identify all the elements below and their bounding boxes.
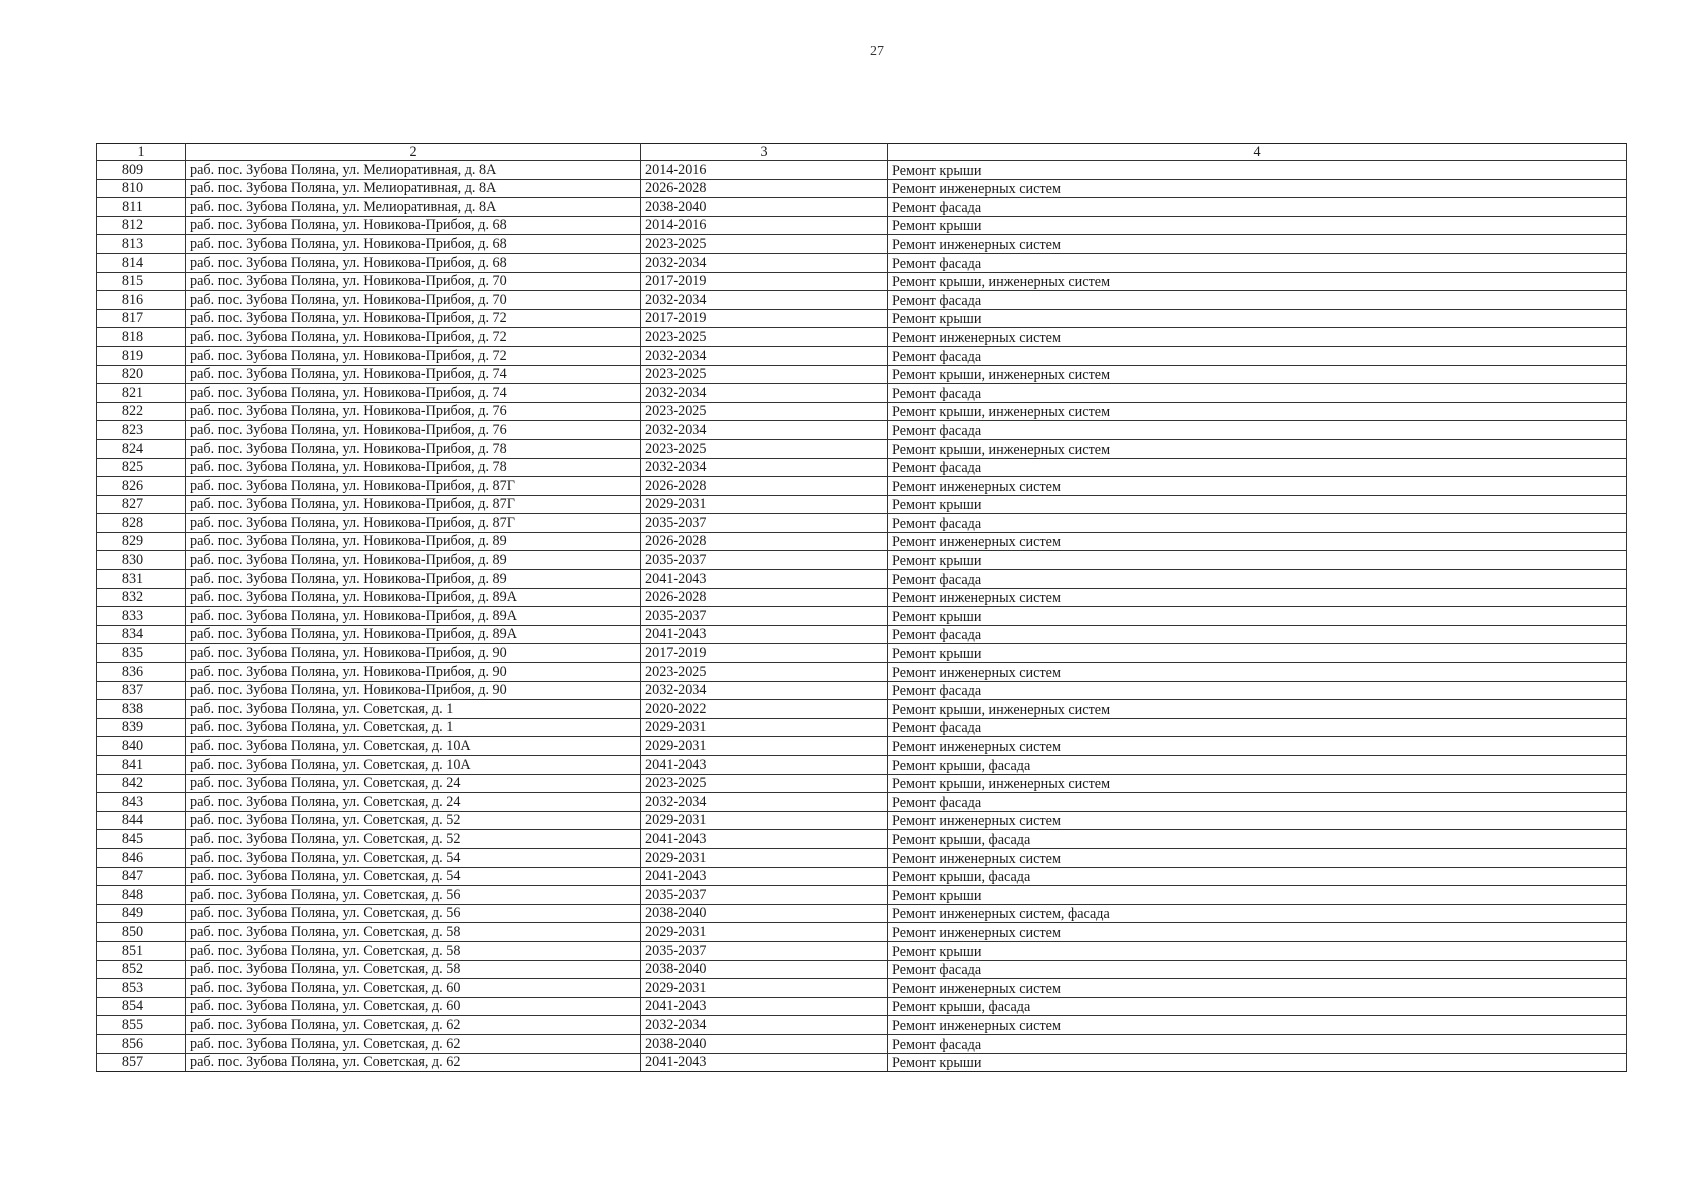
period-cell: 2032-2034: [641, 421, 888, 440]
row-number: 845: [97, 830, 186, 849]
table-row: [97, 793, 1627, 812]
row-number: 847: [97, 867, 186, 886]
period-cell: 2032-2034: [641, 1016, 888, 1035]
address-cell: раб. пос. Зубова Поляна, ул. Советская, д. 1: [186, 718, 641, 737]
period-cell: 2017-2019: [641, 644, 888, 663]
row-number: 835: [97, 644, 186, 663]
row-number: 820: [97, 365, 186, 384]
table-row: [97, 161, 1627, 180]
period-cell: 2041-2043: [641, 997, 888, 1016]
table-row: [97, 830, 1627, 849]
table-row: [97, 718, 1627, 737]
work-type-cell: Ремонт инженерных систем: [888, 1016, 1627, 1035]
period-cell: 2029-2031: [641, 848, 888, 867]
work-type-cell: Ремонт фасада: [888, 198, 1627, 217]
table-row: [97, 979, 1627, 998]
address-cell: раб. пос. Зубова Поляна, ул. Советская, д. 24: [186, 774, 641, 793]
table-row: [97, 216, 1627, 235]
header-row: [97, 144, 1627, 161]
work-type-cell: Ремонт фасада: [888, 718, 1627, 737]
table-row: [97, 774, 1627, 793]
work-type-cell: Ремонт фасада: [888, 570, 1627, 589]
period-cell: 2017-2019: [641, 272, 888, 291]
table-row: [97, 309, 1627, 328]
address-cell: раб. пос. Зубова Поляна, ул. Новикова-Прибоя, д. 89А: [186, 625, 641, 644]
repair-schedule-table: [96, 143, 1627, 1072]
header-col-4: 4: [888, 144, 1627, 161]
address-cell: раб. пос. Зубова Поляна, ул. Советская, д. 60: [186, 997, 641, 1016]
address-cell: раб. пос. Зубова Поляна, ул. Советская, д. 10А: [186, 756, 641, 775]
table-row: [97, 1016, 1627, 1035]
table-row: [97, 532, 1627, 551]
row-number: 829: [97, 532, 186, 551]
table-row: [97, 365, 1627, 384]
work-type-cell: Ремонт фасада: [888, 681, 1627, 700]
row-number: 824: [97, 439, 186, 458]
header-col-3: 3: [641, 144, 888, 161]
address-cell: раб. пос. Зубова Поляна, ул. Новикова-Прибоя, д. 90: [186, 681, 641, 700]
address-cell: раб. пос. Зубова Поляна, ул. Новикова-Прибоя, д. 70: [186, 291, 641, 310]
work-type-cell: Ремонт крыши: [888, 216, 1627, 235]
row-number: 822: [97, 402, 186, 421]
address-cell: раб. пос. Зубова Поляна, ул. Советская, д. 1: [186, 700, 641, 719]
table-row: [97, 179, 1627, 198]
period-cell: 2026-2028: [641, 477, 888, 496]
period-cell: 2032-2034: [641, 346, 888, 365]
table-row: [97, 700, 1627, 719]
period-cell: 2032-2034: [641, 681, 888, 700]
table-row: [97, 439, 1627, 458]
address-cell: раб. пос. Зубова Поляна, ул. Новикова-Прибоя, д. 78: [186, 439, 641, 458]
table-row: [97, 328, 1627, 347]
address-cell: раб. пос. Зубова Поляна, ул. Новикова-Прибоя, д. 89: [186, 570, 641, 589]
row-number: 854: [97, 997, 186, 1016]
address-cell: раб. пос. Зубова Поляна, ул. Новикова-Прибоя, д. 76: [186, 421, 641, 440]
table-row: [97, 867, 1627, 886]
work-type-cell: Ремонт крыши, фасада: [888, 756, 1627, 775]
period-cell: 2023-2025: [641, 439, 888, 458]
work-type-cell: Ремонт крыши: [888, 1053, 1627, 1072]
period-cell: 2041-2043: [641, 756, 888, 775]
period-cell: 2038-2040: [641, 960, 888, 979]
address-cell: раб. пос. Зубова Поляна, ул. Новикова-Прибоя, д. 89: [186, 532, 641, 551]
period-cell: 2014-2016: [641, 216, 888, 235]
address-cell: раб. пос. Зубова Поляна, ул. Советская, д. 62: [186, 1016, 641, 1035]
period-cell: 2029-2031: [641, 811, 888, 830]
period-cell: 2029-2031: [641, 737, 888, 756]
work-type-cell: Ремонт крыши: [888, 941, 1627, 960]
address-cell: раб. пос. Зубова Поляна, ул. Новикова-Прибоя, д. 89: [186, 551, 641, 570]
table-row: [97, 291, 1627, 310]
period-cell: 2035-2037: [641, 551, 888, 570]
address-cell: раб. пос. Зубова Поляна, ул. Новикова-Прибоя, д. 70: [186, 272, 641, 291]
address-cell: раб. пос. Зубова Поляна, ул. Советская, д. 52: [186, 830, 641, 849]
row-number: 814: [97, 253, 186, 272]
address-cell: раб. пос. Зубова Поляна, ул. Советская, д. 56: [186, 886, 641, 905]
address-cell: раб. пос. Зубова Поляна, ул. Новикова-Прибоя, д. 90: [186, 644, 641, 663]
work-type-cell: Ремонт фасада: [888, 793, 1627, 812]
row-number: 816: [97, 291, 186, 310]
address-cell: раб. пос. Зубова Поляна, ул. Советская, д. 24: [186, 793, 641, 812]
address-cell: раб. пос. Зубова Поляна, ул. Советская, д. 54: [186, 848, 641, 867]
work-type-cell: Ремонт крыши, инженерных систем: [888, 700, 1627, 719]
work-type-cell: Ремонт инженерных систем: [888, 588, 1627, 607]
row-number: 857: [97, 1053, 186, 1072]
row-number: 834: [97, 625, 186, 644]
table-row: [97, 514, 1627, 533]
table-row: [97, 941, 1627, 960]
row-number: 830: [97, 551, 186, 570]
row-number: 825: [97, 458, 186, 477]
table-row: [97, 570, 1627, 589]
period-cell: 2014-2016: [641, 161, 888, 180]
period-cell: 2035-2037: [641, 607, 888, 626]
work-type-cell: Ремонт инженерных систем: [888, 737, 1627, 756]
address-cell: раб. пос. Зубова Поляна, ул. Новикова-Прибоя, д. 72: [186, 346, 641, 365]
period-cell: 2038-2040: [641, 1034, 888, 1053]
row-number: 832: [97, 588, 186, 607]
work-type-cell: Ремонт фасада: [888, 384, 1627, 403]
table-row: [97, 737, 1627, 756]
period-cell: 2029-2031: [641, 495, 888, 514]
table-row: [97, 681, 1627, 700]
row-number: 826: [97, 477, 186, 496]
period-cell: 2023-2025: [641, 663, 888, 682]
table-row: [97, 253, 1627, 272]
period-cell: 2023-2025: [641, 328, 888, 347]
work-type-cell: Ремонт крыши, инженерных систем: [888, 365, 1627, 384]
address-cell: раб. пос. Зубова Поляна, ул. Советская, д. 58: [186, 941, 641, 960]
work-type-cell: Ремонт фасада: [888, 960, 1627, 979]
row-number: 856: [97, 1034, 186, 1053]
work-type-cell: Ремонт инженерных систем: [888, 663, 1627, 682]
period-cell: 2023-2025: [641, 402, 888, 421]
address-cell: раб. пос. Зубова Поляна, ул. Советская, д. 52: [186, 811, 641, 830]
work-type-cell: Ремонт крыши: [888, 886, 1627, 905]
period-cell: 2026-2028: [641, 532, 888, 551]
period-cell: 2023-2025: [641, 774, 888, 793]
work-type-cell: Ремонт инженерных систем: [888, 328, 1627, 347]
address-cell: раб. пос. Зубова Поляна, ул. Новикова-Прибоя, д. 87Г: [186, 477, 641, 496]
work-type-cell: Ремонт инженерных систем: [888, 179, 1627, 198]
repair-schedule-table-container: [96, 143, 1626, 1072]
address-cell: раб. пос. Зубова Поляна, ул. Советская, д. 56: [186, 904, 641, 923]
table-row: [97, 235, 1627, 254]
period-cell: 2035-2037: [641, 941, 888, 960]
work-type-cell: Ремонт фасада: [888, 291, 1627, 310]
header-col-1: 1: [97, 144, 186, 161]
period-cell: 2041-2043: [641, 570, 888, 589]
address-cell: раб. пос. Зубова Поляна, ул. Новикова-Прибоя, д. 68: [186, 216, 641, 235]
work-type-cell: Ремонт инженерных систем: [888, 848, 1627, 867]
work-type-cell: Ремонт инженерных систем: [888, 979, 1627, 998]
work-type-cell: Ремонт крыши: [888, 495, 1627, 514]
row-number: 833: [97, 607, 186, 626]
period-cell: 2038-2040: [641, 904, 888, 923]
period-cell: 2020-2022: [641, 700, 888, 719]
work-type-cell: Ремонт фасада: [888, 625, 1627, 644]
address-cell: раб. пос. Зубова Поляна, ул. Новикова-Прибоя, д. 68: [186, 235, 641, 254]
table-row: [97, 421, 1627, 440]
table-row: [97, 848, 1627, 867]
row-number: 850: [97, 923, 186, 942]
work-type-cell: Ремонт фасада: [888, 421, 1627, 440]
work-type-cell: Ремонт фасада: [888, 1034, 1627, 1053]
row-number: 838: [97, 700, 186, 719]
period-cell: 2038-2040: [641, 198, 888, 217]
period-cell: 2029-2031: [641, 718, 888, 737]
period-cell: 2023-2025: [641, 235, 888, 254]
work-type-cell: Ремонт инженерных систем, фасада: [888, 904, 1627, 923]
period-cell: 2026-2028: [641, 179, 888, 198]
work-type-cell: Ремонт крыши, инженерных систем: [888, 402, 1627, 421]
period-cell: 2026-2028: [641, 588, 888, 607]
period-cell: 2041-2043: [641, 1053, 888, 1072]
address-cell: раб. пос. Зубова Поляна, ул. Новикова-Прибоя, д. 74: [186, 365, 641, 384]
address-cell: раб. пос. Зубова Поляна, ул. Новикова-Прибоя, д. 74: [186, 384, 641, 403]
table-row: [97, 1034, 1627, 1053]
row-number: 839: [97, 718, 186, 737]
period-cell: 2041-2043: [641, 625, 888, 644]
work-type-cell: Ремонт крыши, инженерных систем: [888, 439, 1627, 458]
work-type-cell: Ремонт крыши: [888, 309, 1627, 328]
row-number: 831: [97, 570, 186, 589]
row-number: 821: [97, 384, 186, 403]
work-type-cell: Ремонт крыши: [888, 607, 1627, 626]
table-row: [97, 458, 1627, 477]
work-type-cell: Ремонт крыши: [888, 551, 1627, 570]
period-cell: 2029-2031: [641, 923, 888, 942]
row-number: 836: [97, 663, 186, 682]
row-number: 815: [97, 272, 186, 291]
work-type-cell: Ремонт инженерных систем: [888, 477, 1627, 496]
row-number: 844: [97, 811, 186, 830]
address-cell: раб. пос. Зубова Поляна, ул. Новикова-Прибоя, д. 90: [186, 663, 641, 682]
table-row: [97, 663, 1627, 682]
row-number: 812: [97, 216, 186, 235]
work-type-cell: Ремонт фасада: [888, 514, 1627, 533]
address-cell: раб. пос. Зубова Поляна, ул. Новикова-Прибоя, д. 72: [186, 328, 641, 347]
address-cell: раб. пос. Зубова Поляна, ул. Советская, д. 58: [186, 923, 641, 942]
table-row: [97, 198, 1627, 217]
table-row: [97, 644, 1627, 663]
work-type-cell: Ремонт крыши, инженерных систем: [888, 774, 1627, 793]
table-row: [97, 551, 1627, 570]
row-number: 818: [97, 328, 186, 347]
address-cell: раб. пос. Зубова Поляна, ул. Советская, д. 62: [186, 1034, 641, 1053]
address-cell: раб. пос. Зубова Поляна, ул. Новикова-Прибоя, д. 89А: [186, 607, 641, 626]
address-cell: раб. пос. Зубова Поляна, ул. Советская, д. 58: [186, 960, 641, 979]
address-cell: раб. пос. Зубова Поляна, ул. Новикова-Прибоя, д. 72: [186, 309, 641, 328]
row-number: 811: [97, 198, 186, 217]
work-type-cell: Ремонт инженерных систем: [888, 532, 1627, 551]
work-type-cell: Ремонт фасада: [888, 253, 1627, 272]
row-number: 849: [97, 904, 186, 923]
address-cell: раб. пос. Зубова Поляна, ул. Мелиоративная, д. 8А: [186, 179, 641, 198]
table-row: [97, 886, 1627, 905]
row-number: 848: [97, 886, 186, 905]
row-number: 817: [97, 309, 186, 328]
work-type-cell: Ремонт крыши: [888, 161, 1627, 180]
table-row: [97, 960, 1627, 979]
address-cell: раб. пос. Зубова Поляна, ул. Мелиоративная, д. 8А: [186, 161, 641, 180]
work-type-cell: Ремонт крыши, фасада: [888, 867, 1627, 886]
table-row: [97, 625, 1627, 644]
period-cell: 2029-2031: [641, 979, 888, 998]
work-type-cell: Ремонт инженерных систем: [888, 811, 1627, 830]
period-cell: 2032-2034: [641, 384, 888, 403]
row-number: 846: [97, 848, 186, 867]
work-type-cell: Ремонт крыши: [888, 644, 1627, 663]
address-cell: раб. пос. Зубова Поляна, ул. Новикова-Прибоя, д. 76: [186, 402, 641, 421]
address-cell: раб. пос. Зубова Поляна, ул. Новикова-Прибоя, д. 78: [186, 458, 641, 477]
table-row: [97, 997, 1627, 1016]
address-cell: раб. пос. Зубова Поляна, ул. Советская, д. 62: [186, 1053, 641, 1072]
table-row: [97, 607, 1627, 626]
row-number: 823: [97, 421, 186, 440]
row-number: 841: [97, 756, 186, 775]
row-number: 855: [97, 1016, 186, 1035]
period-cell: 2041-2043: [641, 867, 888, 886]
address-cell: раб. пос. Зубова Поляна, ул. Новикова-Прибоя, д. 68: [186, 253, 641, 272]
work-type-cell: Ремонт крыши, фасада: [888, 830, 1627, 849]
address-cell: раб. пос. Зубова Поляна, ул. Новикова-Прибоя, д. 89А: [186, 588, 641, 607]
period-cell: 2032-2034: [641, 253, 888, 272]
address-cell: раб. пос. Зубова Поляна, ул. Советская, д. 10А: [186, 737, 641, 756]
row-number: 840: [97, 737, 186, 756]
address-cell: раб. пос. Зубова Поляна, ул. Мелиоративная, д. 8А: [186, 198, 641, 217]
table-row: [97, 477, 1627, 496]
address-cell: раб. пос. Зубова Поляна, ул. Новикова-Прибоя, д. 87Г: [186, 495, 641, 514]
table-row: [97, 904, 1627, 923]
period-cell: 2017-2019: [641, 309, 888, 328]
period-cell: 2041-2043: [641, 830, 888, 849]
address-cell: раб. пос. Зубова Поляна, ул. Советская, д. 60: [186, 979, 641, 998]
table-row: [97, 811, 1627, 830]
row-number: 827: [97, 495, 186, 514]
table-row: [97, 346, 1627, 365]
row-number: 851: [97, 941, 186, 960]
work-type-cell: Ремонт инженерных систем: [888, 923, 1627, 942]
table-row: [97, 588, 1627, 607]
table-row: [97, 756, 1627, 775]
table-row: [97, 923, 1627, 942]
row-number: 837: [97, 681, 186, 700]
row-number: 852: [97, 960, 186, 979]
page-number: 27: [870, 44, 884, 59]
row-number: 828: [97, 514, 186, 533]
period-cell: 2032-2034: [641, 458, 888, 477]
period-cell: 2035-2037: [641, 886, 888, 905]
period-cell: 2032-2034: [641, 291, 888, 310]
row-number: 819: [97, 346, 186, 365]
work-type-cell: Ремонт крыши, инженерных систем: [888, 272, 1627, 291]
table-row: [97, 495, 1627, 514]
address-cell: раб. пос. Зубова Поляна, ул. Новикова-Прибоя, д. 87Г: [186, 514, 641, 533]
row-number: 813: [97, 235, 186, 254]
table-header: [97, 144, 1627, 161]
row-number: 843: [97, 793, 186, 812]
header-col-2: 2: [186, 144, 641, 161]
period-cell: 2023-2025: [641, 365, 888, 384]
table-row: [97, 402, 1627, 421]
period-cell: 2032-2034: [641, 793, 888, 812]
address-cell: раб. пос. Зубова Поляна, ул. Советская, д. 54: [186, 867, 641, 886]
period-cell: 2035-2037: [641, 514, 888, 533]
table-row: [97, 1053, 1627, 1072]
table-row: [97, 272, 1627, 291]
work-type-cell: Ремонт инженерных систем: [888, 235, 1627, 254]
work-type-cell: Ремонт крыши, фасада: [888, 997, 1627, 1016]
work-type-cell: Ремонт фасада: [888, 346, 1627, 365]
row-number: 810: [97, 179, 186, 198]
table-body: [97, 161, 1627, 1072]
table-row: [97, 384, 1627, 403]
row-number: 842: [97, 774, 186, 793]
row-number: 853: [97, 979, 186, 998]
row-number: 809: [97, 161, 186, 180]
work-type-cell: Ремонт фасада: [888, 458, 1627, 477]
